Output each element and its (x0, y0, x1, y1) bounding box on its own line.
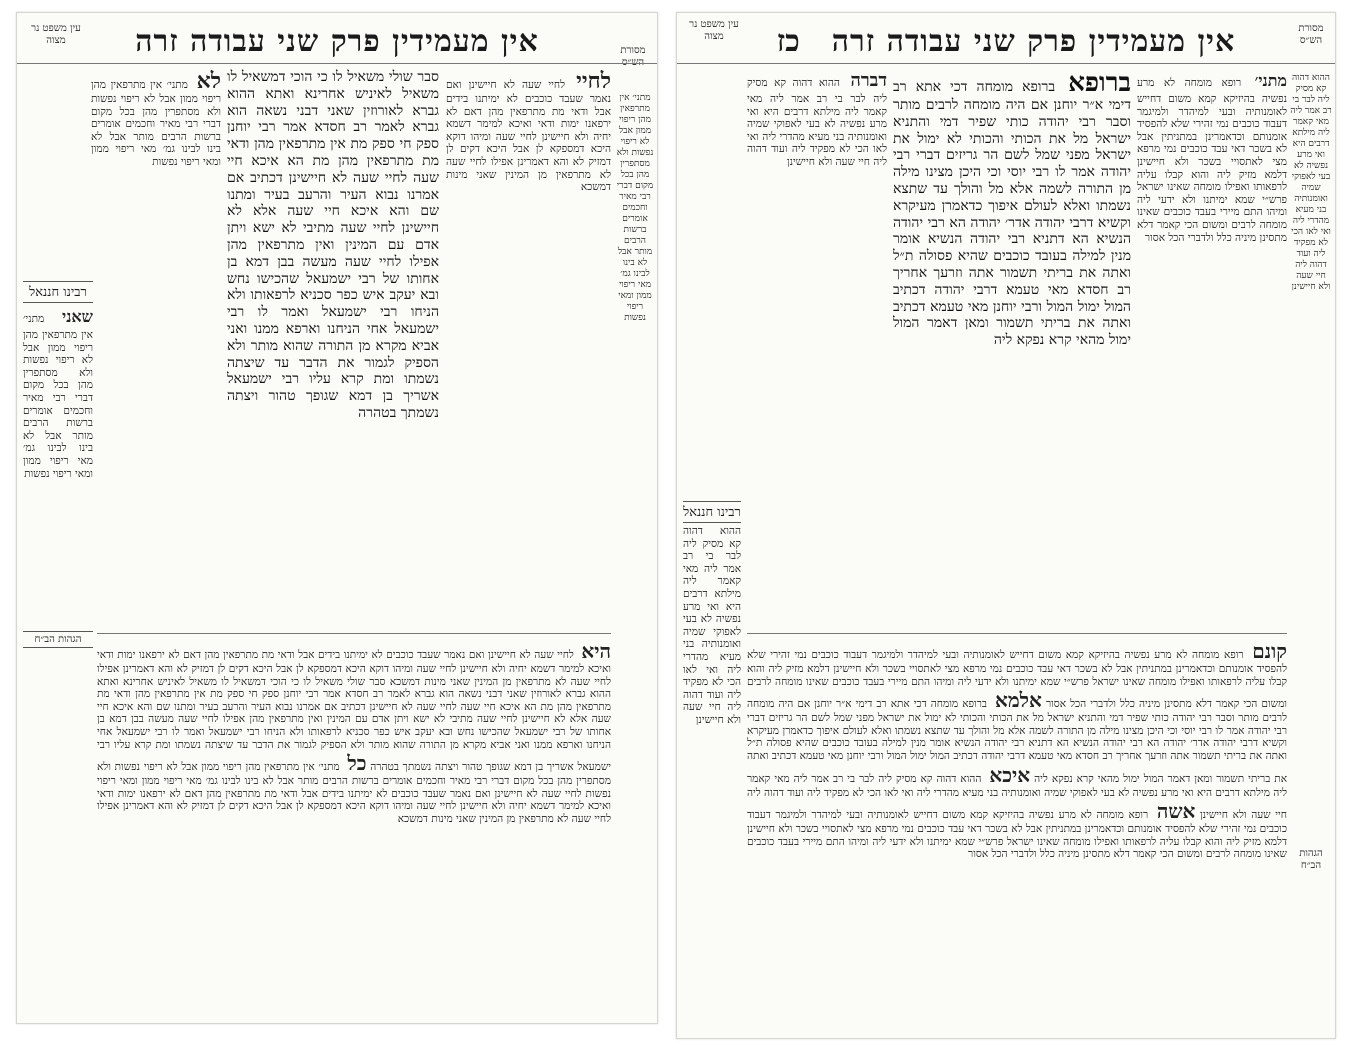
left-lead-word-2: לא (196, 69, 221, 94)
right-tosafot-text: ההוא דהוה קא מסיק ליה לבר בי רב אמר ליה מאי קאמר ליה מילתא דרבים היא ואי מרע נפשיה לא בעי לאפוקי שמיה ואומנותיה בני מעיא מהדרי ליה ואי לאו הכי לא מפקיד ליה ועוד דהוה ליה חיי שעה ולא חיישינן (747, 77, 887, 168)
right-bottom-text-4: רופא מומחה לא מרע נפשיה בהיזיקא קמא משום דחייש לאומנותיה ובעי למיהדר ולמיגמר דעבוד כוכבים נמי זהירי שלא להפסיד אומנותם וכדאמרינן במתניתין אבל לא בשכר דאי עבד כוכבים נמי מרפא מצי לאתסויי בשכר ולא חיישינן דלמא מזיק ליה והוא קבלו עליה לרפאותו ואפילו מומחה שאינו ישראל פרש״י שמא ימיתנו ולא ידעי ליה ומיהו התם מיירי בעבד כוכבים שאינו מומחה לרבים ומשום הכי קאמר דלא מתסינן מיניה כלל ולדברי הכל אסור (747, 809, 1287, 861)
left-margin-notes-text: מתני׳ אין מתרפאין מהן ריפוי ממון אבל לא ריפוי נפשות ולא מסתפרין מהן בכל מקום דברי רבי מאיר וחכמים אומרים ברשות הרבים מותר אבל לא בינו לבינו גמ׳ מאי ריפוי ממון ומאי ריפוי נפשות (616, 93, 654, 323)
right-lead-word: ברופא (1068, 69, 1131, 98)
right-bottom-text-2: ברופא מומחה דכי אתא רב דימי א״ר יוחנן אם היה מומחה לרבים מותר וסבר רבי יהודה כותי שפיר דמי והתניא ישראל מל את הכותי והכותי לא ימול את ישראל מפני שמל לשם הר גריזים דברי רבי יהודה אמר לו רבי יוסי וכי היכן מצינו מילה מן התורה לשמה אלא מל והולך עד שתצא נשמתו ואלא לעולם איפוך כדאמרן מעיקרא וקשיא דרבי יהודה אדר׳ יהודה הא רבי יהודה הנשיא הא דתניא רבי יהודה הנשיא אומר מנין למילה בעובד כוכבים שהיא פסולה ת״ל ואתה את בריתי תשמור אתה וזרעך אחריך רב חסדא מאי טעמא דרבי יהודה דכתיב המול ימול המול ורבי יוחנן מאי טעמא דכתיב ואתה את בריתי תשמור ומאן דאמר המול ימול מהאי קרא נפקא ליה (747, 698, 1287, 785)
left-gemara-text: סבר שולי משאיל לו כי הוכי דמשאיל לו משאיל לאיניש אחרינא ואתא ההוא גברא לאורוזין שאני דבני נשאה הוא גברא לאמר רב חסדא אמר רבי יוחנן ספק חי ספק מת אין מתרפאין מהן ודאי מת מתרפאין מהן מת הא איכא חיי שעה לחיי שעה לא חיישינן דכתיב אם אמרנו נבוא העיר והרעב בעיר ומתנו שם והא איכא חיי שעה אלא לא חיישינן לחיי שעה מתיבי לא ישא ויתן אדם עם המינין ואין מתרפאין מהן אפילו לחיי שעה מעשה בבן דמא בן אחותו של רבי ישמעאל שהכישו נחש ובא יעקב איש כפר סכניא לרפאותו ולא הניחו רבי ישמעאל ואמר לו רבי ישמעאל אחי הניחנו וארפא ממנו ואני אביא מקרא מן התורה שהוא מותר ולא הספיק לגמור את הדבר עד שיצתה נשמתו ומת קרא עליו רבי ישמעאל אשריך בן דמא שגופך טהור ויצתה נשמתך בטהרה (227, 69, 439, 421)
right-bottom-text-3: ההוא דהוה קא מסיק ליה לבר בי רב אמר ליה מאי קאמר ליה מילתא דרבים היא ואי מרע נפשיה לא בעי לאפוקי שמיה ואומנותיה בני מעיא מהדרי ליה ואי לאו הכי לא מפקיד ליה ועוד דהוה ליה חיי שעה ולא חיישינן (747, 772, 1287, 822)
right-page-header (677, 19, 1335, 63)
left-page-title: אין מעמידין פרק שני עבודה זרה (135, 23, 539, 59)
left-bottom-text-2: סבר שולי משאיל לו כי הוכי דמשאיל לו משאיל לאיניש אחרינא ואתא ההוא גברא לאורוזין שאני דבני נשאה הוא גברא לאמר רב חסדא אמר רבי יוחנן ספק חי ספק מת אין מתרפאין מהן ודאי מת מתרפאין מהן מת הא איכא חיי שעה לחיי שעה לא חיישינן דכתיב אם אמרנו נבוא העיר והרעב בעיר ומתנו שם והא איכא חיי שעה אלא לא חיישינן לחיי שעה מתיבי לא ישא ויתן אדם עם המינין ואין מתרפאין מהן אפילו לחיי שעה מעשה בבן דמא בן אחותו של רבי ישמעאל שהכישו נחש ובא יעקב איש כפר סכניא לרפאותו ולא הניחו רבי ישמעאל ואמר לו רבי ישמעאל אחי הניחנו וארפא ממנו ואני אביא מקרא מן התורה שהוא מותר ולא הספיק לגמור את הדבר עד שיצתה נשמתו ומת קרא עליו רבי ישמעאל אשריך בן דמא שגופך טהור ויצתה נשמתך בטהרה (97, 675, 611, 774)
left-ein-mishpat-label: עין משפט נר מצוה (31, 23, 81, 46)
right-bottom-rule (747, 633, 1287, 634)
left-hagahot-label: הגהות הב״ח (23, 631, 93, 648)
right-lead-word-kunam: קונם (1252, 639, 1287, 663)
right-margin-notes-text: ההוא דהוה קא מסיק ליה לבר בי רב אמר ליה מאי קאמר ליה מילתא דרבים היא ואי מרע נפשיה לא בעי לאפוקי שמיה ואומנותיה בני מעיא מהדרי ליה ואי לאו הכי לא מפקיד ליה ועוד דהוה ליה חיי שעה ולא חיישינן (1290, 73, 1332, 292)
right-rc-text: ההוא דהוה קא מסיק ליה לבר בי רב אמר ליה מאי קאמר ליה מילתא דרבים היא ואי מרע נפשיה לא בעי לאפוקי שמיה ואומנותיה בני מעיא מהדרי ליה ואי לאו הכי לא מפקיד ליה ועוד דהוה ליה חיי שעה ולא חיישינן (683, 525, 741, 726)
right-rabbenu-chananel-label: רבינו חננאל (683, 501, 741, 523)
left-page-header (17, 19, 657, 63)
left-outer-commentary-text: לחיי שעה לא חיישינן ואם נאמר שעבד כוכבים לא ימיתנו בידים אבל ודאי מת מתרפאין מהן דאם לא ירפאנו ימות ודאי ואיכא למימר דשמא יחיה ולא חיישינן לחיי שעה ומיהו דוקא היכא דמספקא לן אבל היכא דקים לן דמזיק לא והא דאמרינן אפילו לחיי שעה לא מתרפאין מן המינין שאני מינות דמשכא (446, 79, 611, 194)
left-rc-text: מתני׳ אין מתרפאין מהן ריפוי ממון אבל לא ריפוי נפשות ולא מסתפרין מהן בכל מקום דברי רבי מאיר וחכמים אומרים ברשות הרבים מותר אבל לא בינו לבינו גמ׳ מאי ריפוי ממון ומאי ריפוי נפשות (23, 313, 93, 480)
left-bottom-text-4: לחיי שעה לא חיישינן ואם נאמר שעבד כוכבים לא ימיתנו בידים אבל ודאי מת מתרפאין מהן דאם לא ירפאנו ימות ודאי ואיכא למימר דשמא יחיה ולא חיישינן לחיי שעה ומיהו דוקא היכא דמספקא לן אבל היכא דקים לן דמזיק לא והא דאמרינן אפילו לחיי שעה לא מתרפאין מן המינין שאני מינות דמשכא (97, 787, 611, 825)
left-lead-word: לחיי (576, 69, 611, 94)
right-header-rule (677, 63, 1335, 64)
left-talmud-page (16, 12, 658, 1024)
right-rashi-column (1137, 69, 1287, 629)
left-outer-margin-notes (615, 93, 655, 1013)
right-rabbenu-chananel-text (683, 525, 741, 865)
right-bottom-commentary (747, 639, 1287, 1031)
left-lead-word-4: היא (581, 639, 611, 663)
right-masoret-label: מסורת הש״ס (1298, 23, 1324, 46)
left-inner-commentary (91, 69, 221, 629)
left-bottom-rule (97, 633, 611, 634)
left-bottom-commentary (97, 639, 611, 1015)
right-ein-mishpat-label: עין משפט נר מצוה (689, 19, 739, 42)
left-rabbenu-chananel-label: רבינו חננאל (23, 281, 93, 303)
right-lead-rashi: מתני׳ (1254, 71, 1287, 90)
right-rashi-text: רופא מומחה לא מרע נפשיה בהיזיקא קמא משום דחייש לאומנותיה ובעי למיהדר ולמיגמר דעבוד כוכבים נמי זהירי שלא להפסיד אומנותם וכדאמרינן במתניתין אבל לא בשכר דאי עבד כוכבים נמי מרפא מצי לאתסויי בשכר ולא חיישינן דלמא מזיק ליה והוא קבלו עליה לרפאותו ואפילו מומחה שאינו ישראל פרש״י שמא ימיתנו ולא ידעי ליה ומיהו התם מיירי בעבד כוכבים שאינו מומחה לרבים ומשום הכי קאמר דלא מתסינן מיניה כלל ולדברי הכל אסור (1137, 77, 1287, 244)
left-outer-commentary (446, 69, 611, 629)
left-rabbenu-chananel-text (23, 305, 93, 625)
right-talmud-page (676, 12, 1336, 1039)
left-header-rule (17, 63, 657, 64)
left-bottom-text-1: לחיי שעה לא חיישינן ואם נאמר שעבד כוכבים לא ימיתנו בידים אבל ודאי מת מתרפאין מהן דאם לא ירפאנו ימות ודאי ואיכא למימר דשמא יחיה ולא חיישינן לחיי שעה ומיהו דוקא היכא דמספקא לן אבל היכא דקים לן דמזיק לא והא דאמרינן אפילו לחיי שעה לא מתרפאין מן המינין שאני מינות דמשכא (97, 649, 611, 688)
right-bottom-text-1: רופא מומחה לא מרע נפשיה בהיזיקא קמא משום דחייש לאומנותיה ובעי למיהדר ולמיגמר דעבוד כוכבים נמי זהירי שלא להפסיד אומנותם וכדאמרינן במתניתין אבל לא בשכר דאי עבד כוכבים נמי מרפא מצי לאתסויי בשכר ולא חיישינן דלמא מזיק ליה והוא קבלו עליה לרפאותו ואפילו מומחה שאינו ישראל פרש״י שמא ימיתנו ולא ידעי ליה ומיהו התם מיירי בעבד כוכבים שאינו מומחה לרבים ומשום הכי קאמר דלא מתסינן מיניה כלל ולדברי הכל אסור (747, 649, 1287, 711)
right-tosafot-column (747, 69, 887, 629)
right-lead-word-alma: אלמא (994, 688, 1042, 713)
right-lead-word-ika: איכא (989, 762, 1031, 787)
right-page-title: אין מעמידין פרק שני עבודה זרה (831, 23, 1236, 59)
right-lead-word-isha: אשה (1156, 799, 1196, 824)
left-bottom-text-3: מתני׳ אין מתרפאין מהן ריפוי ממון אבל לא ריפוי נפשות ולא מסתפרין מהן בכל מקום דברי רבי מאיר וחכמים אומרים ברשות הרבים מותר אבל לא בינו לבינו גמ׳ מאי ריפוי ממון ומאי ריפוי נפשות (97, 761, 611, 800)
right-page-folio: כז (776, 23, 800, 59)
left-inner-commentary-text: מתני׳ אין מתרפאין מהן ריפוי ממון אבל לא ריפוי נפשות ולא מסתפרין מהן בכל מקום דברי רבי מאיר וחכמים אומרים ברשות הרבים מותר אבל לא בינו לבינו גמ׳ מאי ריפוי ממון ומאי ריפוי נפשות (91, 79, 221, 168)
right-hagahot-label: הגהות הב״ח (1299, 848, 1323, 871)
left-masoret-label: מסורת (620, 45, 646, 56)
left-lead-word-5: כל (347, 751, 367, 776)
right-outer-margin-notes (1289, 73, 1333, 833)
right-gemara-column (893, 69, 1131, 629)
left-lead-word-3: שאני (62, 307, 93, 326)
right-gemara-text: ברופא מומחה דכי אתא רב דימי א״ר יוחנן אם היה מומחה לרבים מותר וסבר רבי יהודה כותי שפיר דמי והתניא ישראל מל את הכותי והכותי לא ימול את ישראל מפני שמל לשם הר גריזים דברי רבי יהודה אמר לו רבי יוסי וכי היכן מצינו מילה מן התורה לשמה אלא מל והולך עד שתצא נשמתו ואלא לעולם איפוך כדאמרן מעיקרא וקשיא דרבי יהודה אדר׳ יהודה הא רבי יהודה הנשיא הא דתניא רבי יהודה הנשיא אומר מנין למילה בעובד כוכבים שהיא פסולה ת״ל ואתה את בריתי תשמור אתה וזרעך אחריך רב חסדא מאי טעמא דרבי יהודה דכתיב המול ימול המול ורבי יוחנן מאי טעמא דכתיב ואתה את בריתי תשמור ומאן דאמר המול ימול מהאי קרא נפקא ליה (893, 79, 1131, 349)
right-lead-tosafot: דברה (850, 70, 887, 91)
left-gemara-column (227, 69, 439, 629)
